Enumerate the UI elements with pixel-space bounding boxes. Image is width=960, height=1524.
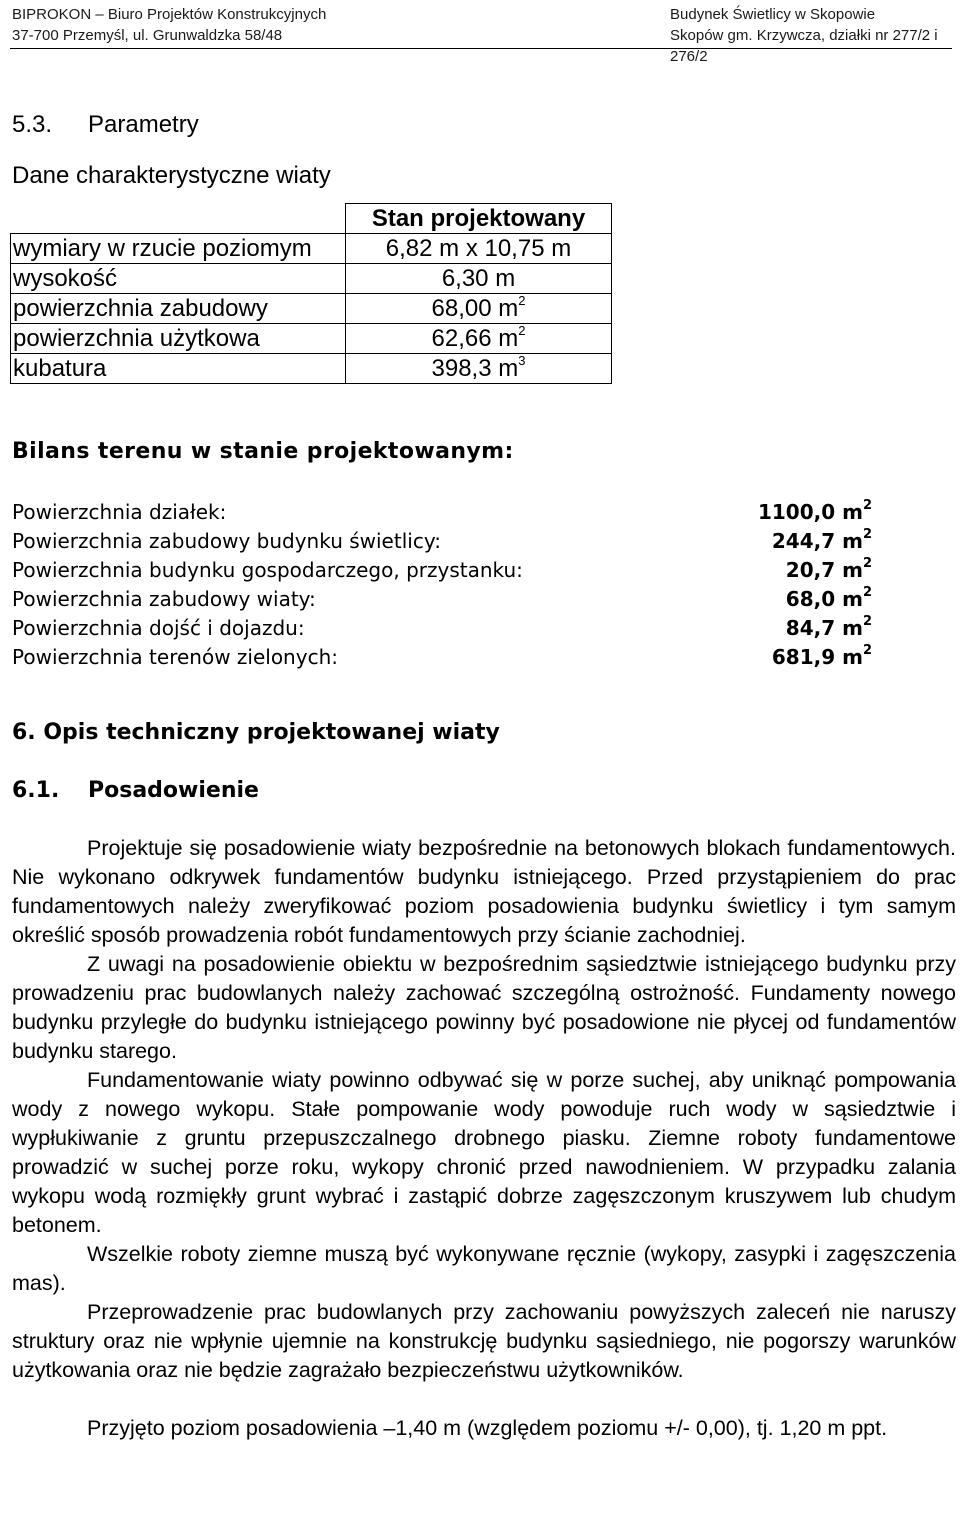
header-location: Skopów gm. Krzywcza, działki nr 277/2 i 276/2 (670, 27, 938, 65)
bilans-heading: Bilans terenu w stanie projektowanym: (12, 439, 514, 464)
table-row (11, 294, 612, 324)
bilans-label: Powierzchnia zabudowy budynku świetlicy: (12, 529, 441, 553)
bilans-value: 84,7 $m^2$ (785, 614, 872, 640)
section-heading-6-1 (12, 776, 259, 806)
paragraph: Fundamentowanie wiaty powinno odbywać się w porze suchej, aby uniknąć pompowania wody z nowego wykopu. Stałe pompowanie wody powoduje ruch wody w sąsiedztwie i wypłukiwanie z gruntu przepuszczalnego drobnego piasku. Ziemne roboty fundamentowe prowadzić w suchej porze roku, wykopy chronić przed nawodnieniem. W przypadku zalania wykopu wodą rozmiękły grunt wybrać i zastąpić dobrze zagęszczonym kruszywem lub chudym betonem. (12, 1068, 956, 1237)
section-number: 5.3. (12, 111, 53, 138)
table-row (11, 234, 612, 264)
paragraph: Przyjęto poziom posadowienia –1,40 m (względem poziomu +/- 0,00), tj. 1,20 m ppt. (87, 1416, 888, 1440)
bilans-value: 681,9 $m^2$ (771, 643, 872, 669)
section-title: Parametry (88, 111, 199, 138)
row-label: wysokość (11, 264, 346, 294)
row-label: wymiary w rzucie poziomym (11, 234, 346, 264)
header-left (12, 4, 326, 46)
section-heading-6: 6. Opis techniczny projektowanej wiaty (12, 720, 500, 745)
bilans-label: Powierzchnia zabudowy wiaty: (12, 587, 316, 611)
row-value: 68,00 $m^2$ (346, 294, 612, 324)
header-divider (10, 48, 952, 49)
list-item (12, 614, 872, 643)
row-value: 6,82 m x 10,75 m (346, 234, 612, 264)
row-value: 62,66 $m^2$ (346, 324, 612, 354)
bilans-value: 68,0 $m^2$ (785, 585, 872, 611)
bilans-label: Powierzchnia działek: (12, 500, 227, 524)
paragraph: Projektuje się posadowienie wiaty bezpośrednie na betonowych blokach fundamentowych. Nie wykonano odkrywek fundamentów budynku istniejącego. Przed przystąpieniem do prac fundamentowych należy zweryfikować poziom posadowienia budynku świetlicy i tym samym określić sposób prowadzenia robót fundamentowych przy ścianie zachodniej. (12, 836, 956, 947)
header-address: 37-700 Przemyśl, ul. Grunwaldzka 58/48 (12, 27, 283, 44)
list-item (12, 527, 872, 556)
list-item (12, 498, 872, 527)
table-row (11, 324, 612, 354)
bilans-label: Powierzchnia dojść i dojazdu: (12, 616, 305, 640)
paragraph: Wszelkie roboty ziemne muszą być wykonywane ręcznie (wykopy, zasypki i zagęszczenia mas). (12, 1242, 956, 1295)
section-heading-5-3 (12, 110, 199, 140)
table-row (11, 354, 612, 384)
bilans-list (12, 498, 872, 672)
paragraph: Przeprowadzenie prac budowlanych przy zachowaniu powyższych zaleceń nie naruszy struktury oraz nie wpłynie ujemnie na konstrukcję budynku sąsiedniego, nie pogorszy warunków użytkowania oraz nie będzie zagrażało bezpieczeństwu użytkowników. (12, 1300, 956, 1382)
row-label: powierzchnia użytkowa (11, 324, 346, 354)
section-title: Posadowienie (88, 778, 259, 803)
table-row (11, 264, 612, 294)
row-label: powierzchnia zabudowy (11, 294, 346, 324)
header-right (670, 4, 960, 67)
bilans-value: 244,7 $m^2$ (771, 527, 872, 553)
list-item (12, 585, 872, 614)
bilans-label: Powierzchnia terenów zielonych: (12, 645, 338, 669)
table-corner (11, 204, 346, 234)
list-item (12, 643, 872, 672)
header-project: Budynek Świetlicy w Skopowie (670, 6, 876, 23)
body-text (12, 834, 956, 1443)
parameters-table (10, 203, 612, 384)
row-value: 398,3 $m^3$ (346, 354, 612, 384)
bilans-label: Powierzchnia budynku gospodarczego, przystanku: (12, 558, 523, 582)
header-company: BIPROKON – Biuro Projektów Konstrukcyjnych (12, 6, 327, 23)
bilans-value: 1100,0 $m^2$ (757, 498, 872, 524)
column-header: Stan projektowany (346, 204, 612, 234)
paragraph: Z uwagi na posadowienie obiektu w bezpośrednim sąsiedztwie istniejącego budynku przy prowadzeniu prac budowlanych należy zachować szczególną ostrożność. Fundamenty nowego budynku przyległe do budynku istniejącego powinny być posadowione nie płycej od fundamentów budynku starego. (12, 952, 956, 1063)
row-value: 6,30 m (346, 264, 612, 294)
dane-heading: Dane charakterystyczne wiaty (12, 162, 331, 189)
table-header-row (11, 204, 612, 234)
list-item (12, 556, 872, 585)
bilans-value: 20,7 $m^2$ (785, 556, 872, 582)
row-label: kubatura (11, 354, 346, 384)
section-number: 6.1. (12, 778, 60, 803)
